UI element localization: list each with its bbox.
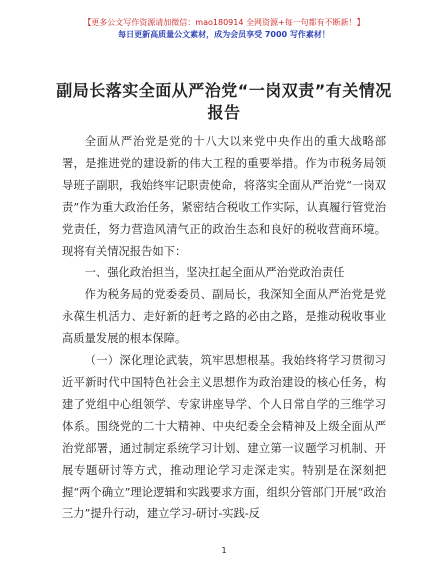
section-heading: 一、强化政治担当，坚决扛起全面从严治党政治责任 xyxy=(84,266,345,280)
intro-paragraph: 全面从严治党是党的十八大以来党中央作出的重大战略部署，是推进党的建设新的伟大工程的重要举措。作为市税务局领导班子副职，我始终牢记职责使命，将落实全面从严治党“一岗双责”作为重大政治任务，紧密结合税收工作实际，认真履行管党治党责任，努力营造风清气正的政治生态和良好的税收营商环境。现将有关情况报告如下： xyxy=(62,135,386,258)
document-body xyxy=(62,131,386,525)
body-paragraph: （一）深化理论武装，筑牢思想根基。我始终将学习贯彻习近平新时代中国特色社会主义思想作为政治建设的核心任务，构建了党组中心组领学、专家讲座导学、个人日常自学的三维学习体系。围绕党的二十大精神、中央纪委全会精神及上级全面从严治党部署，通过制定系统学习计划、建立第一议题学习机制、开展专题研讨等方式，推动理论学习走深走实。特别是在深刻把握“两个确立”理论逻辑和实践要求方面，组织分管部门开展“政治三力”提升行动，建立学习-研讨-实践-反 xyxy=(62,354,386,521)
promo-banner xyxy=(0,17,448,41)
page-number: 1 xyxy=(221,546,227,555)
promo-line-2: 每日更新高质量公文素材，成为会员享受 7000 写作素材！ xyxy=(118,30,330,39)
document-title: 副局长落实全面从严治党“一岗双责”有关情况报告 xyxy=(56,81,392,122)
body-paragraph: 作为税务局的党委委员、副局长，我深知全面从严治党是党永葆生机活力、走好新的赶考之路的必由之路，是推动税收事业高质量发展的根本保障。 xyxy=(62,288,386,346)
promo-line-1: 【更多公文写作资源请加微信：mao180914 全网资源+每一句都有不断新！】 xyxy=(83,18,365,27)
